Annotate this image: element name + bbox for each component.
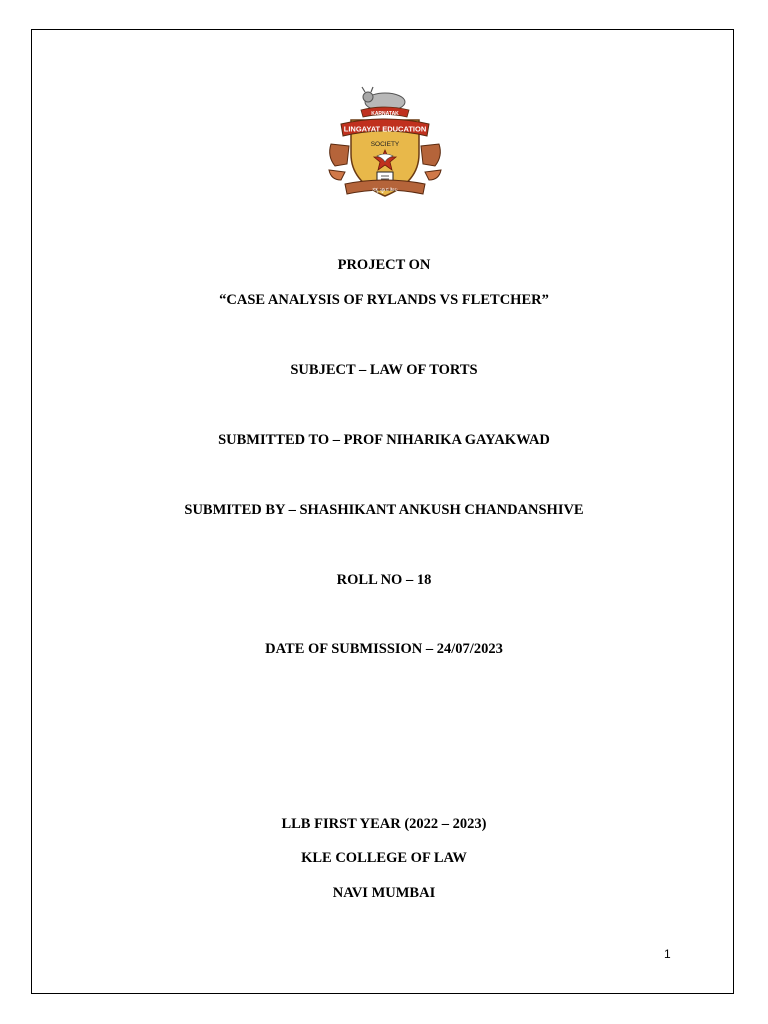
emblem-ribbon-text: KARNATAK bbox=[371, 111, 399, 117]
emblem-svg bbox=[325, 84, 445, 204]
submitted-by-line: SUBMITED BY – SHASHIKANT ANKUSH CHANDANSHIVE bbox=[184, 502, 584, 518]
emblem-motto-text: ಸತ್ಯ ಜ್ಞಾನ ಶೀಲ bbox=[372, 187, 398, 193]
submission-date-line: DATE OF SUBMISSION – 24/07/2023 bbox=[265, 641, 503, 657]
emblem-banner-text: LINGAYAT EDUCATION bbox=[343, 124, 427, 134]
city-line: NAVI MUMBAI bbox=[332, 885, 436, 901]
emblem-center-text: SOCIETY bbox=[370, 141, 400, 148]
college-line: KLE COLLEGE OF LAW bbox=[301, 850, 467, 866]
submitted-to-line: SUBMITTED TO – PROF NIHARIKA GAYAKWAD bbox=[218, 432, 550, 448]
project-heading: PROJECT ON bbox=[337, 257, 431, 273]
roll-number-line: ROLL NO – 18 bbox=[336, 572, 432, 588]
subject-line: SUBJECT – LAW OF TORTS bbox=[290, 362, 478, 378]
project-title: “CASE ANALYSIS OF RYLANDS VS FLETCHER” bbox=[219, 292, 549, 308]
emblem-icon bbox=[325, 84, 445, 204]
course-line: LLB FIRST YEAR (2022 – 2023) bbox=[281, 816, 487, 832]
page-number: 1 bbox=[664, 947, 671, 961]
